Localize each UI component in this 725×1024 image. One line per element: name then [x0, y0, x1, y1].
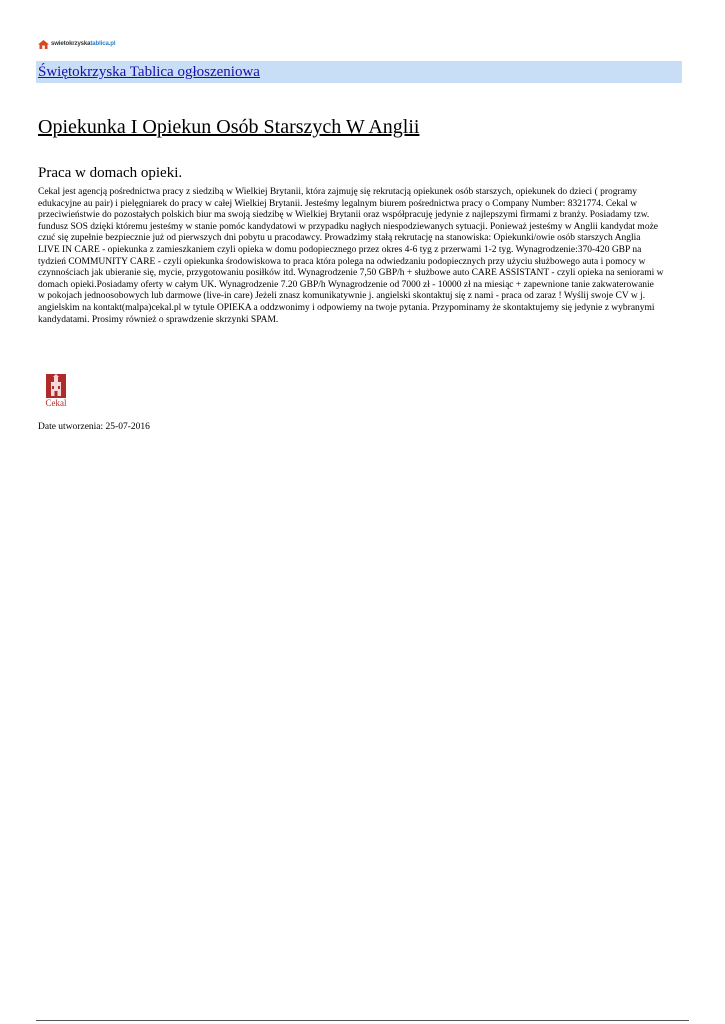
site-header-bar — [36, 61, 682, 83]
site-logo[interactable] — [38, 38, 115, 50]
company-logo — [41, 374, 71, 410]
description-line: w pokojach jednoosobowych lub darmowe (live-in care) Jeżeli znasz komunikatywnie j. angielski skontaktuj się z nami - praca od zaraz ! Wyślij swoje CV w j. — [38, 291, 646, 302]
description-line: przeciwieństwie do pozostałych polskich biur ma swoją siedzibę w Wielkiej Brytanii oraz współpracuję jedynie z najlepszymi firmami z branży. Posiadamy tzw. — [38, 210, 650, 221]
created-date: Date utworzenia: 25-07-2016 — [38, 422, 150, 432]
description-line: tydzień COMMUNITY CARE - czyli opiekunka środowiskowa to praca która polega na odwiedzaniu podopiecznych przy użyciu służbowego auta i pomocy w — [38, 256, 646, 267]
description-line: czuć się zupełnie bezpiecznie już od pierwszych dni pobytu u pracodawcy. Prowadzimy stałą rekrutację na stanowiska: Opiekunki/owie osób starszych Anglia — [38, 233, 641, 244]
description-line: Cekal jest agencją pośrednictwa pracy z siedzibą w Wielkiej Brytanii, która zajmuję się rekrutacją opiekunek osób starszych, opiekunek do dzieci ( programy — [38, 187, 638, 197]
listing-subtitle: Praca w domach opieki. — [38, 165, 183, 181]
description-line: domach opieki.Posiadamy oferty w całym UK. Wynagrodzenie 7.20 GBP/h Wynagrodzenie od 7000 zł - 10000 zł na miesiąc + zapewnione tanie zakwaterowanie — [38, 279, 654, 290]
description-line: LIVE IN CARE - opiekunka z zamieszkaniem czyli opieka w domu podopiecznego przez okres 4-6 tyg z przerwami 1-2 tyg. Wynagrodzenie:370-420 GBP na — [38, 244, 642, 255]
description-line: kandydatami. Prosimy również o sprawdzenie skrzynki SPAM. — [38, 314, 279, 325]
site-home-link[interactable]: Świętokrzyska Tablica ogłoszeniowa — [38, 64, 260, 80]
castle-tower-icon — [46, 374, 66, 398]
listing-title[interactable]: Opiekunka I Opiekun Osób Starszych W Anglii — [38, 116, 420, 138]
description-line: czynnościach jak ubieranie się, mycie, przygotowaniu posiłków itd. Wynagrodzenie 7,50 GBP/h + służbowe auto CARE ASSISTANT - czyli opieka na seniorami w — [38, 268, 664, 279]
listing-description — [38, 187, 688, 326]
description-line: fundusz SOS dzięki któremu jesteśmy w stanie pomóc kandydatowi w przypadku nagłych niespodziewanych sytuacji. Ponieważ jesteśmy w Anglii kandydat może — [38, 221, 659, 232]
company-logo-name: Cekal — [45, 398, 67, 408]
description-line: angielskim na kontakt(malpa)cekal.pl w tytule OPIEKA a oddzwonimy i odpowiemy na twoje pytania. Przypominamy że skontaktujemy się jedynie z wybranymi — [38, 302, 655, 313]
house-icon — [38, 40, 49, 49]
footer-divider — [36, 1020, 689, 1021]
description-line: edukacyjne au pair) i pielęgniarek do pracy w całej Wielkiej Brytanii. Jesteśmy legalnym biurem pośrednictwa pracy o Company Number: 8321774. Cekal w — [38, 198, 638, 209]
logo-text: swietokrzyskatablica.pl — [51, 41, 116, 47]
